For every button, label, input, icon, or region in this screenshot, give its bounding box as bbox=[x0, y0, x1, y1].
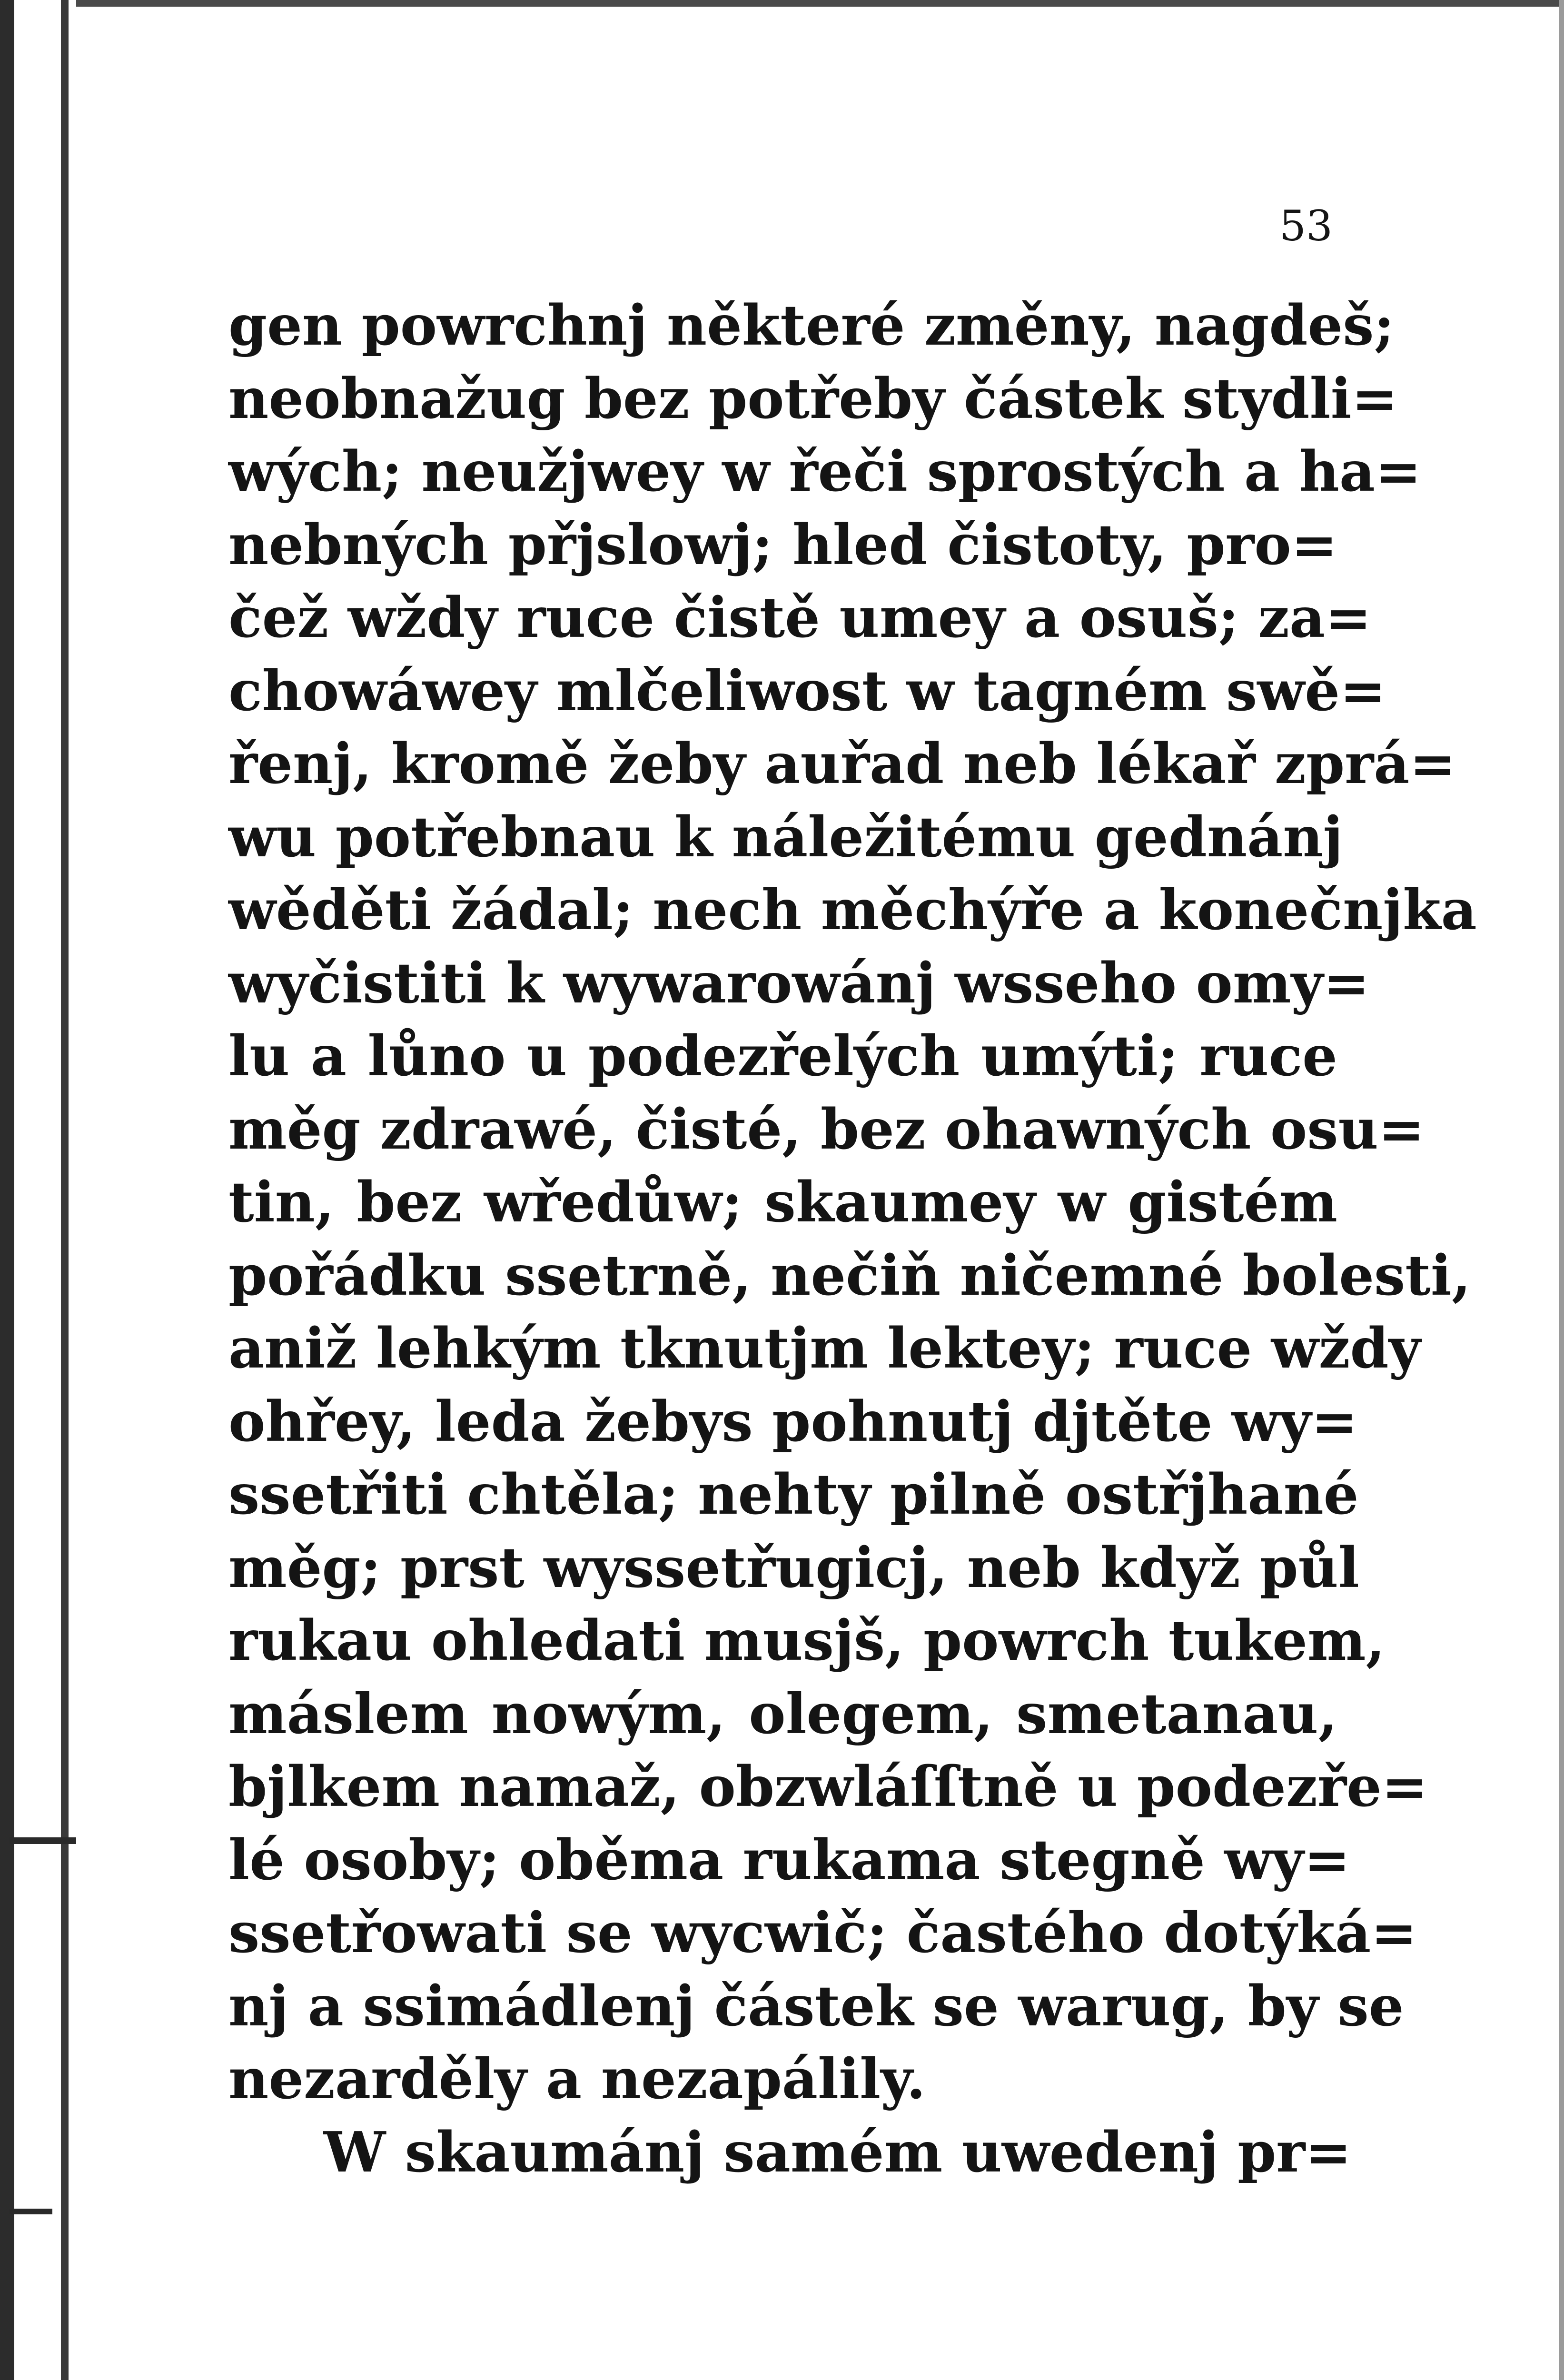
text-line: měg zdrawé, čisté, bez ohawných osu= bbox=[228, 1097, 1425, 1162]
text-line: tin, bez wředůw; skaumey w gistém bbox=[228, 1170, 1337, 1235]
text-line: wěděti žádal; nech měchýře a konečnjka bbox=[228, 878, 1477, 942]
text-line: neobnažug bez potřeby částek stydli= bbox=[228, 366, 1398, 431]
text-line: gen powrchnj některé změny, nagdeš; bbox=[228, 293, 1395, 358]
text-line: řenj, kromě žeby auřad neb lékař zprá= bbox=[228, 732, 1456, 796]
text-line: měg; prst wyssetřugicj, neb když půl bbox=[228, 1535, 1359, 1600]
text-line: nezarděly a nezapálily. bbox=[228, 2047, 926, 2112]
binding-shadow-line bbox=[61, 0, 69, 2380]
text-line: pořádku ssetrně, nečiň ničemné bolesti, bbox=[228, 1243, 1471, 1308]
binding-mark bbox=[10, 1837, 76, 1844]
text-line: ssetřowati se wycwič; častého dotýká= bbox=[228, 1901, 1417, 1965]
text-line: nj a ssimádlenj částek se warug, by se bbox=[228, 1973, 1404, 2039]
text-line: máslem nowým, olegem, smetanau, bbox=[228, 1681, 1337, 1746]
text-line: lu a lůno u podezřelých umýti; ruce bbox=[228, 1024, 1337, 1089]
page-right-edge bbox=[1559, 0, 1564, 2380]
text-line: wých; neužjwey w řeči sprostých a ha= bbox=[228, 439, 1422, 504]
text-line: nebných přjslowj; hled čistoty, pro= bbox=[228, 512, 1337, 577]
text-line: ssetřiti chtěla; nehty pilně ostřjhané bbox=[228, 1462, 1359, 1527]
text-line: lé osoby; oběma rukama stegně wy= bbox=[228, 1827, 1350, 1893]
binding-mark bbox=[10, 2209, 52, 2214]
binding-edge bbox=[0, 0, 14, 2380]
text-line: chowáwey mlčeliwost w tagném swě= bbox=[228, 658, 1386, 724]
text-line: W skaumánj samém uwedenj pr= bbox=[324, 2120, 1352, 2185]
text-line: ohřey, leda žebys pohnutj djtěte wy= bbox=[228, 1389, 1358, 1454]
text-line: bjlkem namaž, obzwláſſtně u podezře= bbox=[228, 1755, 1428, 1819]
page-top-edge bbox=[76, 0, 1564, 7]
body-text bbox=[228, 289, 1477, 2189]
page-number: 53 bbox=[1279, 201, 1333, 250]
text-line: rukau ohledati musjš, powrch tukem, bbox=[228, 1608, 1386, 1673]
text-line: wyčistiti k wywarowánj wsseho omy= bbox=[228, 951, 1370, 1016]
text-line: čež wždy ruce čistě umey a osuš; za= bbox=[228, 585, 1372, 650]
text-line: aniž lehkým tknutjm lektey; ruce wždy bbox=[228, 1316, 1421, 1381]
text-line: wu potřebnau k náležitému gednánj bbox=[228, 804, 1343, 870]
